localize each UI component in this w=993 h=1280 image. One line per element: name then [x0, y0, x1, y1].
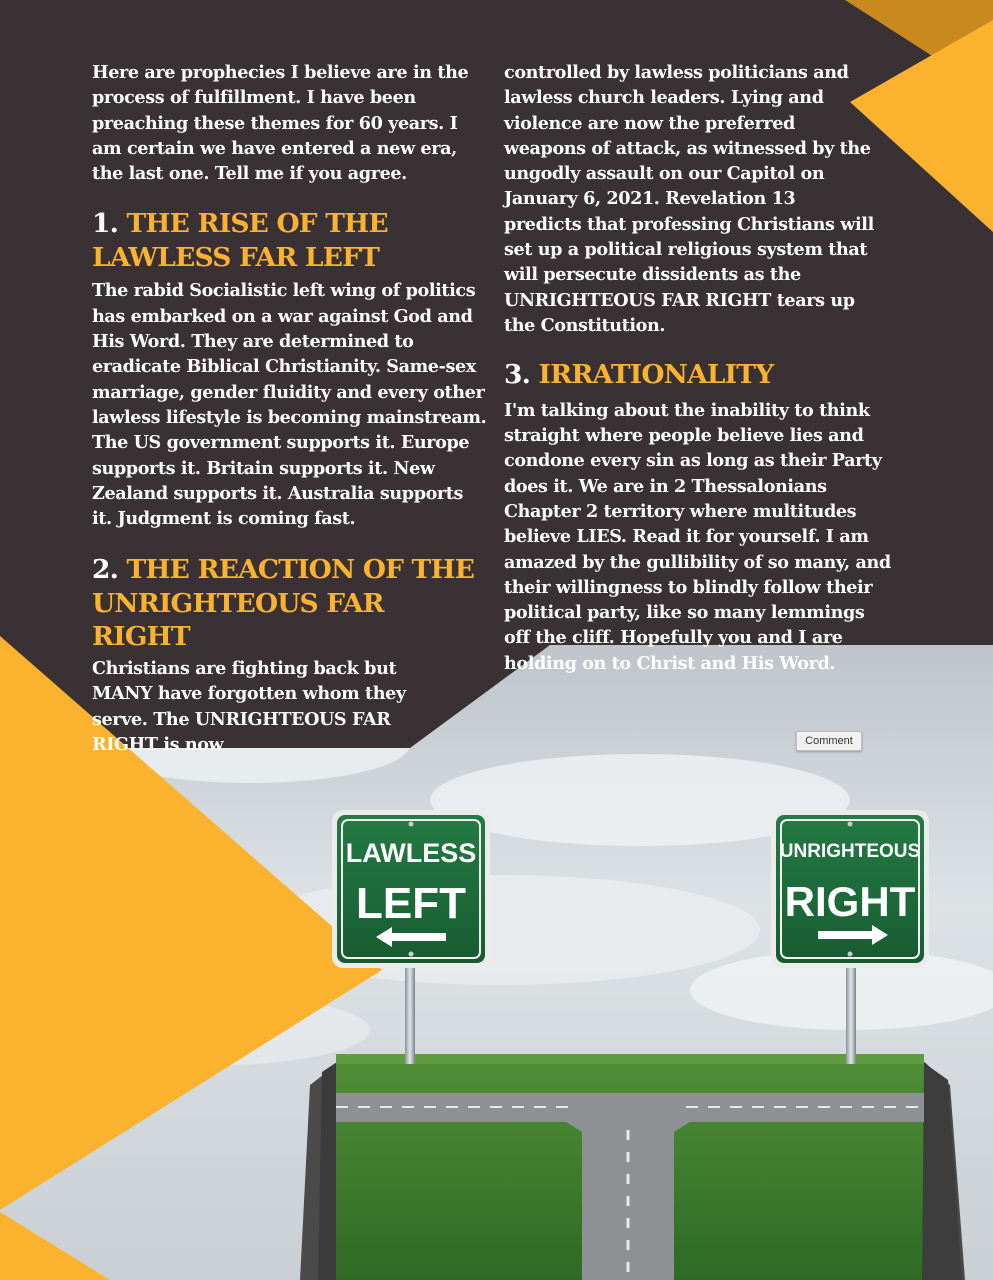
- right-sign-line1: UNRIGHTEOUS: [779, 841, 921, 862]
- section-1-number: 1.: [92, 208, 119, 240]
- section-3-number: 3.: [504, 359, 531, 391]
- intro-paragraph: Here are prophecies I believe are in the process of fulfillment. I have been preaching these themes for 60 years. I am certain we have entered a new era, the last one. Tell me if you agree.: [92, 62, 469, 185]
- section-1-body: The rabid Socialistic left wing of politics has embarked on a war against God and His Word. They are determined to eradicate Biblical Christianity. Same-sex marriage, gender fluidity and every other lawless lifestyle is becoming mainstream. The US government supports it. Europe supports it. Britain supports it. New Zealand supports it. Australia supports it. Judgment is coming fast.: [92, 280, 487, 530]
- left-column: [92, 60, 488, 757]
- section-2-body: Christians are fighting back but MANY have forgotten whom they serve. The UNRIGHTEOUS FAR RIGHT is now: [92, 657, 406, 755]
- right-column: [504, 60, 896, 676]
- right-sign-pole: [846, 962, 856, 1064]
- lawless-left-sign: [332, 810, 490, 968]
- section-2-title-line1: THE REACTION OF THE: [126, 554, 475, 586]
- section-3-body: I'm talking about the inability to think straight where people believe lies and condone every sin as long as their Party does it. We are in 2 Thessalonians Chapter 2 territory where multitudes believe LIES. Read it for yourself. I am amazed by the gullibility of so many, and their willingness to blindly follow their political party, like so many lemmings off the cliff. Hopefully you and I are holding on to Christ and His Word.: [504, 399, 891, 674]
- section-3-heading: [504, 358, 896, 392]
- left-sign-pole: [405, 962, 415, 1064]
- section-1-heading: [92, 207, 488, 274]
- section-3-title: IRRATIONALITY: [538, 359, 774, 391]
- section-2-body-continued: controlled by lawless politicians and lawless church leaders. Lying and violence are now the preferred weapons of attack, as witnessed by the ungodly assault on our Capitol on January 6, 2021. Revelation 13 predicts that professing Christians will set up a political religious system that will persecute dissidents as the UNRIGHTEOUS FAR RIGHT tears up the Constitution.: [504, 62, 874, 336]
- right-sign-line2: RIGHT: [784, 878, 916, 925]
- left-sign-line1: LAWLESS: [345, 838, 477, 868]
- unrighteous-right-sign: [771, 810, 929, 968]
- section-2-heading: [92, 553, 488, 654]
- section-2-number: 2.: [92, 554, 119, 586]
- left-sign-line2: LEFT: [356, 879, 466, 928]
- section-1-title-line2: LAWLESS FAR LEFT: [92, 241, 380, 273]
- section-2-title-line2: UNRIGHTEOUS FAR RIGHT: [92, 587, 384, 653]
- comment-button[interactable]: Comment: [796, 731, 862, 751]
- section-1-title-line1: THE RISE OF THE: [126, 208, 388, 240]
